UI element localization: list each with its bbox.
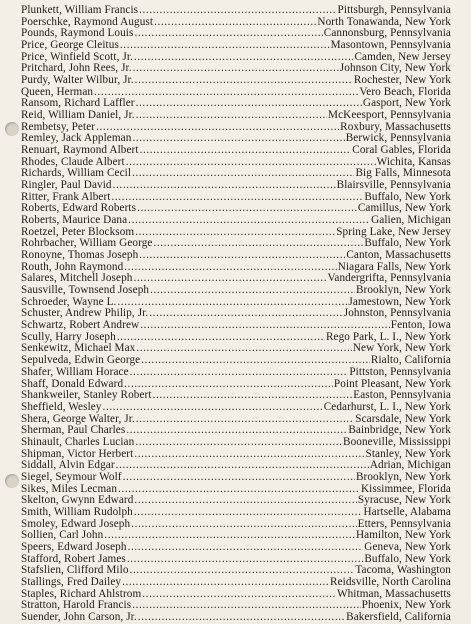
student-name: Salares, Mitchell Joseph xyxy=(21,272,133,285)
hometown: Spring Lake, New Jersey xyxy=(336,225,451,238)
student-name: Purdy, Walter Wilbur, Jr. xyxy=(21,74,134,87)
hometown: Masontown, Pennsylvania xyxy=(330,39,451,52)
student-name: Shinault, Charles Lucian xyxy=(21,435,135,448)
student-name: Roberts, Maurice Dana xyxy=(21,214,128,227)
student-name: Shipman, Victor Herbert xyxy=(21,447,134,460)
dot-leader xyxy=(116,460,369,472)
hometown: Brooklyn, New York xyxy=(355,470,451,483)
student-name: Smith, William Rudolph xyxy=(21,505,133,518)
student-name: Remley, Jack Appleman xyxy=(21,132,132,145)
dot-leader xyxy=(137,203,357,215)
dot-leader xyxy=(149,308,342,320)
hometown: Cedarhurst, L. I., New York xyxy=(323,400,451,413)
student-name: Sollien, Carl John xyxy=(21,529,104,542)
dot-leader xyxy=(113,180,336,192)
dot-leader xyxy=(135,75,353,87)
student-name: Ransom, Richard Laffler xyxy=(21,97,135,110)
dot-leader xyxy=(135,227,335,239)
dot-leader xyxy=(134,495,356,507)
hometown: Big Falls, Minnesota xyxy=(355,167,451,180)
dot-leader xyxy=(136,110,327,122)
roster-entry xyxy=(21,577,451,589)
roster-entry xyxy=(21,5,451,17)
student-name: Suender, John Carson, Jr. xyxy=(21,610,137,623)
student-name: Shaff, Donald Edward xyxy=(21,377,124,390)
dot-leader xyxy=(126,425,347,437)
hometown: Kissimmee, Florida xyxy=(360,482,451,495)
dot-leader xyxy=(138,612,345,624)
roster-entry xyxy=(21,542,451,554)
hometown: Camillus, New York xyxy=(357,202,451,215)
hometown: Blairsville, Pennsylvania xyxy=(336,179,451,192)
hometown: Vandergrifta, Pennsylvania xyxy=(327,272,451,285)
roster-entry xyxy=(21,40,451,52)
dot-leader xyxy=(111,192,363,204)
student-name: Rohrbacher, William George xyxy=(21,237,153,250)
hometown: Buffalo, New York xyxy=(364,237,451,250)
roster-entry xyxy=(21,600,451,612)
hometown: Wichita, Kansas xyxy=(376,155,451,168)
dot-leader xyxy=(139,250,345,262)
roster-entry xyxy=(21,472,451,484)
student-name: Queen, Herman xyxy=(21,85,94,98)
dot-leader xyxy=(127,554,364,566)
roster-entry xyxy=(21,145,451,157)
dot-leader xyxy=(132,600,360,612)
hometown: Whitman, Massachusetts xyxy=(336,587,451,600)
hometown: Reidsville, North Carolina xyxy=(330,575,451,588)
hometown: Vero Beach, Florida xyxy=(359,85,451,98)
dot-leader xyxy=(134,507,363,519)
student-name: Richards, William Cecil xyxy=(21,167,132,180)
dot-leader xyxy=(130,565,355,577)
roster-entry xyxy=(21,180,451,192)
dot-leader xyxy=(120,40,330,52)
hometown: Pittston, Pennsylvania xyxy=(349,365,451,378)
hometown: Buffalo, New York xyxy=(364,190,451,203)
dot-leader xyxy=(124,379,333,391)
roster-entry xyxy=(21,110,451,122)
roster-entry xyxy=(21,367,451,379)
student-name: Stratton, Harold Francis xyxy=(21,599,132,612)
student-name: Siegel, Seymour Wolf xyxy=(21,470,122,483)
hometown: Jamestown, New York xyxy=(348,295,451,308)
student-name: Schroeder, Wayne L. xyxy=(21,295,117,308)
hometown: Rochester, New York xyxy=(353,74,451,87)
hometown: Easton, Pennsylvania xyxy=(353,389,451,402)
dot-leader xyxy=(136,414,354,426)
binder-hole xyxy=(5,474,19,488)
dot-leader xyxy=(122,577,329,589)
roster-entry xyxy=(21,507,451,519)
dot-leader xyxy=(134,449,364,461)
dot-leader xyxy=(130,367,349,379)
student-name: Ritter, Frank Albert xyxy=(21,190,111,203)
student-name: Staples, Richard Ahlstrom xyxy=(21,587,142,600)
hometown: New York, New York xyxy=(352,342,451,355)
dot-leader xyxy=(142,589,336,601)
dot-leader xyxy=(128,542,364,554)
hometown: Roxbury, Massachusetts xyxy=(340,120,451,133)
student-name: Roetzel, Peter Blocksom xyxy=(21,225,135,238)
hometown: Phoenix, New York xyxy=(361,599,451,612)
student-name: Sepulveda, Edwin George xyxy=(21,354,141,367)
hometown: Canton, Massachusetts xyxy=(346,249,451,262)
student-name: Reid, William Daniel, Jr. xyxy=(21,109,135,122)
student-name: Siddall, Alvin Edgar xyxy=(21,459,115,472)
student-name: Ringler, Paul David xyxy=(21,179,112,192)
dot-leader xyxy=(141,355,370,367)
student-name: Stafford, Robert James xyxy=(21,552,126,565)
student-name: Speers, Edward Joseph xyxy=(21,540,127,553)
dot-leader xyxy=(132,168,354,180)
dot-leader xyxy=(136,343,351,355)
dot-leader xyxy=(117,332,325,344)
dot-leader xyxy=(154,17,316,29)
hometown: North Tonawanda, New York xyxy=(317,15,451,28)
roster-entry xyxy=(21,612,451,624)
student-name: Rhodes, Claude Albert xyxy=(21,155,125,168)
binder-hole xyxy=(5,122,19,136)
hometown: Hartselle, Alabama xyxy=(363,505,451,518)
hometown: Bakersfield, California xyxy=(346,610,451,623)
student-name: Senkewitz, Michael Max xyxy=(21,342,136,355)
hometown: Tacoma, Washington xyxy=(355,564,451,577)
hometown: Scarsdale, New York xyxy=(355,412,451,425)
student-name: Sikes, Miles Lecman xyxy=(21,482,118,495)
hometown: Point Pleasant, New York xyxy=(333,377,451,390)
dot-leader xyxy=(139,5,336,17)
hometown: Galien, Michigan xyxy=(371,214,451,227)
roster-entry xyxy=(21,215,451,227)
student-name: Plunkett, William Francis xyxy=(21,4,139,16)
roster-list xyxy=(21,5,451,624)
hometown: Adrian, Michigan xyxy=(369,459,451,472)
student-name: Sausville, Townsend Joseph xyxy=(21,284,150,297)
student-name: Stafslien, Clifford Milo xyxy=(21,564,129,577)
student-name: Routh, John Raymond xyxy=(21,260,124,273)
dot-leader xyxy=(153,390,353,402)
student-name: Roberts, Edward Roberts xyxy=(21,202,137,215)
student-name: Sheffield, Wesley xyxy=(21,400,102,413)
dot-leader xyxy=(135,437,342,449)
hometown: Syracuse, New York xyxy=(357,494,451,507)
student-name: Shafer, William Horace xyxy=(21,365,129,378)
student-name: Shankweiler, Stanley Robert xyxy=(21,389,152,402)
hometown: Johnston, Pennsylvania xyxy=(343,307,451,320)
dot-leader xyxy=(153,238,363,250)
dot-leader xyxy=(133,273,326,285)
student-name: Price, George Cleitus xyxy=(21,39,119,52)
student-name: Pounds, Raymond Louis xyxy=(21,27,134,40)
student-name: Renuart, Raymond Albert xyxy=(21,144,139,157)
student-name: Skelton, Gwynn Edward xyxy=(21,494,134,507)
dot-leader xyxy=(123,472,355,484)
hometown: Etters, Pennsylvania xyxy=(357,517,451,530)
dot-leader xyxy=(126,157,376,169)
hometown: Hamilton, New York xyxy=(355,529,451,542)
hometown: Camden, New Jersey xyxy=(354,50,451,63)
hometown: Buffalo, New York xyxy=(364,552,451,565)
dot-leader xyxy=(117,297,347,309)
student-name: Rembetsy, Peter xyxy=(21,120,96,133)
student-name: Ronoyne, Thomas Joseph xyxy=(21,249,139,262)
hometown: Pittsburgh, Pennsylvania xyxy=(337,4,451,16)
dot-leader xyxy=(134,28,322,40)
student-name: Sherman, Paul Charles xyxy=(21,424,126,437)
dot-leader xyxy=(132,133,344,145)
hometown: Johnson City, New York xyxy=(339,62,451,75)
dot-leader xyxy=(104,530,355,542)
student-name: Smoley, Edward Joseph xyxy=(21,517,131,530)
student-name: Schuster, Andrew Philip, Jr. xyxy=(21,307,149,320)
hometown: Coral Gables, Florida xyxy=(352,144,451,157)
student-name: Schwartz, Robert Andrew xyxy=(21,319,140,332)
hometown: Gasport, New York xyxy=(362,97,451,110)
hometown: Rego Park, L. I., New York xyxy=(325,330,451,343)
hometown: Berwick, Pennsylvania xyxy=(345,132,451,145)
roster-entry xyxy=(21,75,451,87)
hometown: Booneville, Mississippi xyxy=(343,435,451,448)
student-name: Scully, Harry Joseph xyxy=(21,330,116,343)
hometown: Rialto, California xyxy=(370,354,451,367)
hometown: Cannonsburg, Pennsylvania xyxy=(323,27,451,40)
hometown: Stanley, New York xyxy=(365,447,451,460)
dot-leader xyxy=(134,52,353,64)
hometown: Niagara Falls, New York xyxy=(337,260,451,273)
roster-entry xyxy=(21,437,451,449)
dot-leader xyxy=(118,484,360,496)
student-name: Poerschke, Raymond August xyxy=(21,15,154,28)
student-name: Stallings, Fred Dailey xyxy=(21,575,122,588)
dot-leader xyxy=(140,145,352,157)
hometown: McKeesport, Pennsylvania xyxy=(328,109,451,122)
student-name: Shera, George Walter, Jr. xyxy=(21,412,135,425)
dot-leader xyxy=(124,262,336,274)
dot-leader xyxy=(131,519,356,531)
hometown: Brooklyn, New York xyxy=(355,284,451,297)
dot-leader xyxy=(103,402,323,414)
student-name: Price, Winfield Scott, Jr. xyxy=(21,50,133,63)
dot-leader xyxy=(133,63,339,75)
dot-leader xyxy=(96,122,339,134)
dot-leader xyxy=(150,285,355,297)
student-name: Pritchard, John Rees, Jr. xyxy=(21,62,132,75)
roster-entry xyxy=(21,402,451,414)
dot-leader xyxy=(128,215,370,227)
hometown: Geneva, New York xyxy=(364,540,451,553)
hometown: Fenton, Iowa xyxy=(390,319,451,332)
hometown: Bainbridge, New York xyxy=(348,424,451,437)
